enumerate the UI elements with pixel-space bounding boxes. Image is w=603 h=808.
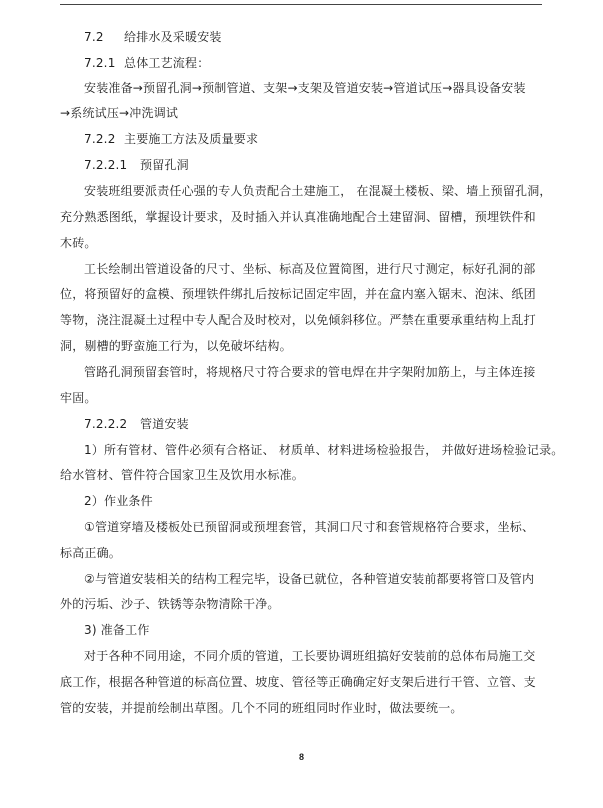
paragraph-line: 位，将预留好的盒模、预埋铁件绑扎后按标记固定牢固，并在盒内塞入锯末、泡沫、纸团 <box>60 287 536 301</box>
paragraph-line: 管的安装，并提前绘制出草图。几个不同的班组同时作业时，做法要统一。 <box>60 701 463 715</box>
paragraph-line: 标高正确。 <box>60 546 122 560</box>
paragraph-line: 牢固。 <box>60 391 97 405</box>
paragraph-line: 3) 准备工作 <box>84 623 150 637</box>
section-heading-7-2-2: 7.2.2 主要施工方法及质量要求 <box>84 132 259 146</box>
paragraph-line: →系统试压→冲洗调试 <box>60 106 179 120</box>
section-heading-7-2-1: 7.2.1 总体工艺流程： <box>84 56 210 70</box>
paragraph-line: 外的污垢、沙子、铁锈等杂物清除干净。 <box>60 597 280 611</box>
paragraph-line: 给水管材、管件符合国家卫生及饮用水标准。 <box>60 468 305 482</box>
paragraph-line: 1）所有管材、管件必须有合格证、 材质单、材料进场检验报告， 并做好进场检验记录。 <box>84 443 564 457</box>
paragraph-line: 2）作业条件 <box>84 494 153 508</box>
page-number: 8 <box>298 752 304 762</box>
paragraph-line: 管路孔洞预留套管时，将规格尺寸符合要求的管电焊在井字架附加筋上，与主体连接 <box>84 365 536 379</box>
paragraph-line: 充分熟悉图纸，掌握设计要求，及时插入并认真准确地配合土建留洞、留槽，预埋铁件和 <box>60 210 536 224</box>
paragraph-line: 洞，剔槽的野蛮施工行为，以免破坏结构。 <box>60 339 292 353</box>
paragraph-line: 工长绘制出管道设备的尺寸、坐标、标高及位置简图，进行尺寸测定，标好孔洞的部 <box>84 262 536 276</box>
section-heading-7-2-2-1: 7.2.2.1 预留孔洞 <box>84 158 189 172</box>
paragraph-line: 对于各种不同用途，不同介质的管道，工长要协调班组搞好安装前的总体布局施工交 <box>84 649 536 663</box>
paragraph-line: 安装准备→预留孔洞→预制管道、支架→支架及管道安装→管道试压→器具设备安装 <box>84 81 526 95</box>
paragraph-line: 等物，浇注混凝土过程中专人配合及时校对，以免倾斜移位。严禁在重要承重结构上乱打 <box>60 313 536 327</box>
paragraph-line: ②与管道安装相关的结构工程完毕，设备已就位，各种管道安装前都要将管口及管内 <box>84 572 535 586</box>
section-heading-7-2: 7.2 给排水及采暖安装 <box>84 30 222 44</box>
paragraph-line: 木砖。 <box>60 236 97 250</box>
paragraph-line: 安装班组要派责任心强的专人负责配合土建施工， 在混凝土楼板、梁、墙上预留孔洞， <box>84 184 552 198</box>
paragraph-line: ①管道穿墙及楼板处已预留洞或预埋套管，其洞口尺寸和套管规格符合要求，坐标、 <box>84 520 535 534</box>
header-rule <box>60 4 542 5</box>
paragraph-line: 底工作，根据各种管道的标高位置、坡度、管径等正确确定好支架后进行干管、立管、支 <box>60 675 536 689</box>
section-heading-7-2-2-2: 7.2.2.2 管道安装 <box>84 417 189 431</box>
